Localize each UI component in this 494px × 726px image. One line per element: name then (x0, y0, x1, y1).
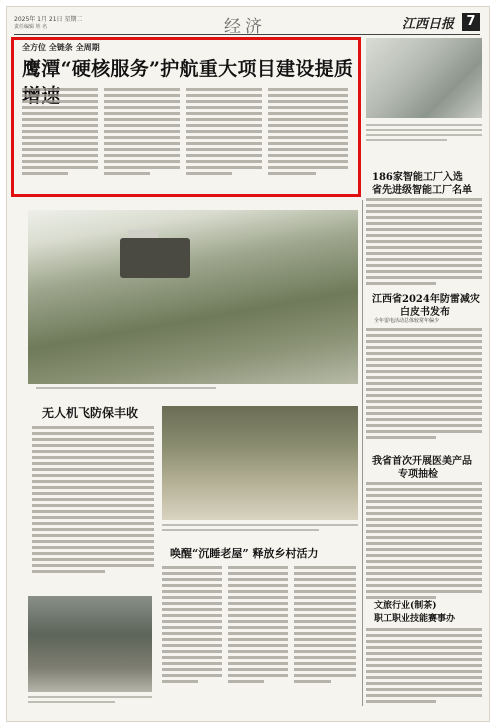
article-lightning-title-a: 江西省2024年防雷减灾 (372, 294, 480, 305)
section-name: 经济 (224, 17, 266, 37)
newspaper-logo: 江西日报 (402, 17, 455, 32)
lead-headline: 鹰潭“硬核服务”护航重大项目建设提质 (22, 58, 354, 80)
harvest-photo-caption (36, 387, 336, 392)
article-medbeauty-title-a: 我省首次开展医美产品 (372, 456, 472, 467)
drone-article-title: 无人机飞防保丰收 (42, 406, 139, 420)
article-lightning-subtitle: 全年雷电活动总体较常年偏少 (374, 318, 440, 324)
greenhouse-photo-caption (28, 696, 152, 706)
article-smart-factory-body (366, 198, 482, 288)
article-lightning-body (366, 328, 482, 442)
beekeeping-photo-caption (162, 524, 358, 534)
article-medbeauty-title-b: 专项抽检 (398, 469, 438, 480)
factory-photo-caption (366, 124, 482, 144)
village-article-col-1 (162, 566, 222, 686)
column-divider (362, 200, 363, 706)
harvester-body (120, 238, 190, 278)
beekeeping-photo (162, 406, 358, 520)
article-lightning-title-b: 白皮书发布 (400, 307, 450, 318)
issue-date: 2025年 1月 21日 星期二 (14, 16, 83, 23)
article-medbeauty-body (366, 482, 482, 602)
page-number: 7 (462, 13, 480, 31)
article-tea-body (366, 628, 482, 706)
editor-line: 责任编辑 姓 名 (14, 24, 48, 30)
article-tea-title-b: 职工职业技能赛事办 (374, 614, 456, 624)
harvest-photo (28, 210, 358, 384)
lead-kicker: 全方位 全链条 全周期 (22, 43, 100, 52)
greenhouse-photo (28, 596, 152, 692)
article-smart-factory-title-a: 186家智能工厂入选 (372, 172, 463, 183)
article-smart-factory-title-b: 省先进级智能工厂名单 (372, 185, 472, 196)
village-article-col-2 (228, 566, 288, 686)
masthead (14, 12, 480, 35)
village-article-title: 唤醒“沉睡老屋” 释放乡村活力 (170, 547, 319, 560)
article-tea-title-a: 文旅行业(制茶) (374, 601, 437, 611)
drone-article-body (32, 426, 154, 576)
village-article-col-3 (294, 566, 356, 686)
factory-photo (366, 38, 482, 118)
highlight-box (11, 37, 361, 197)
